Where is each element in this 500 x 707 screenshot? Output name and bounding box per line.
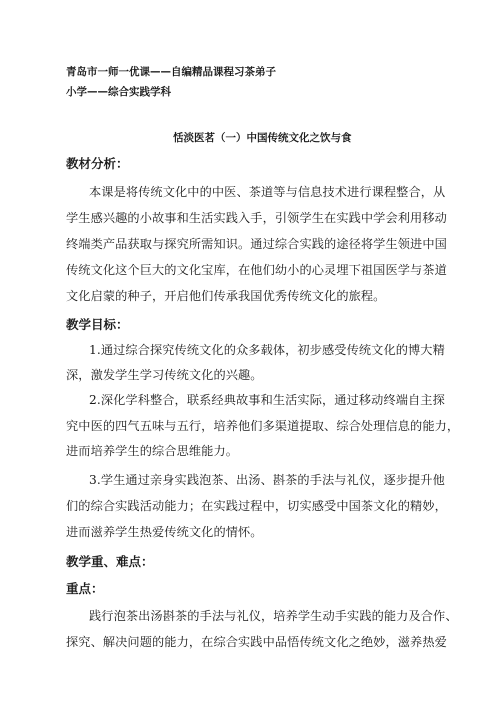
goals-line: 2.深化学科整合，联系经典故事和生活实际，通过移动终端自主探 [89,393,445,407]
goals-line: 们的综合实践活动能力；在实践过程中，切实感受中国茶文化的精妙， [66,499,447,513]
goals-line: 深，激发学生学习传统文化的兴趣。 [66,368,263,382]
goals-line: 进而培养学生的综合思维能力。 [66,444,239,458]
analysis-line: 终端类产品获取与探究所需知识。通过综合实践的途径将学生领进中国 [66,237,447,251]
focus-line: 探究、解决问题的能力，在综合实践中品悟传统文化之绝妙，滋养热爱 [66,635,447,649]
analysis-line: 传统文化这个巨大的文化宝库，在他们幼小的心灵埋下祖国医学与茶道 [66,263,447,277]
focus-subheading: 重点： [66,581,104,596]
analysis-line: 文化启蒙的种子，开启他们传承我国优秀传统文化的旅程。 [66,289,386,303]
header-line-1: 青岛市一师一优课——自编精品课程习茶弟子 [66,66,276,78]
analysis-heading: 教材分析： [66,156,129,171]
focus-line: 践行泡茶出汤斟茶的手法与礼仪，培养学生动手实践的能力及合作、 [89,609,458,623]
goals-line: 3.学生通过亲身实践泡茶、出汤、斟茶的手法与礼仪，逐步提升他 [89,473,445,487]
header-line-2: 小学——综合实践学科 [66,86,171,98]
key-points-heading: 教学重、难点： [66,554,154,569]
goals-line: 进而滋养学生热爱传统文化的情怀。 [66,525,263,539]
goals-heading: 教学目标： [66,317,129,332]
goals-line: 1.通过综合探究传统文化的众多载体，初步感受传统文化的博大精 [89,343,445,357]
goals-line: 究中医的四气五味与五行，培养他们多渠道提取、综合处理信息的能力， [66,419,460,433]
course-title: 恬淡医茗（一）中国传统文化之饮与食 [173,132,352,144]
analysis-line: 本课是将传统文化中的中医、茶道等与信息技术进行课程整合，从 [89,185,446,199]
analysis-line: 学生感兴趣的小故事和生活实践入手，引领学生在实践中学会利用移动 [66,211,447,225]
